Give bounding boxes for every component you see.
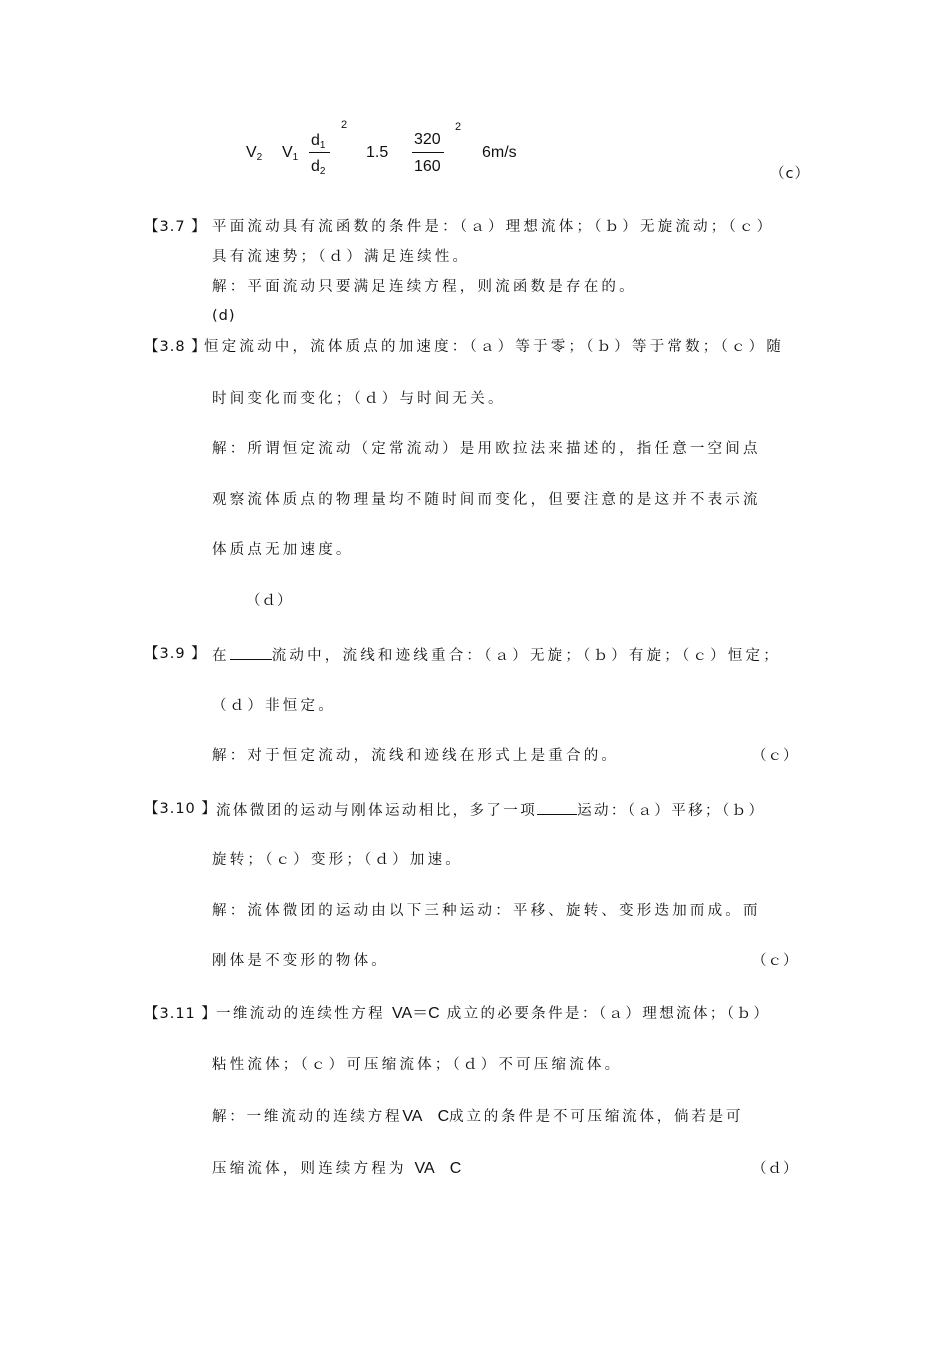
solution-text-line1: 解：流体微团的运动由以下三种运动：平移、旋转、变形迭加而成。而	[212, 903, 761, 919]
formula-exponent-1: 2	[341, 119, 348, 131]
question-text-line1: 一维流动的连续性方程 VA＝C 成立的必要条件是：（ａ）理想流体；（ｂ）	[216, 1005, 771, 1022]
question-text-line2: 具有流速势；（ｄ）满足连续性。	[212, 249, 471, 265]
equation: VA C	[402, 1108, 450, 1125]
answer: （ｃ）	[752, 953, 799, 969]
fill-blank	[537, 800, 577, 815]
formula-frac2-numerator: 320	[414, 131, 441, 148]
equation: VA＝C	[392, 1005, 440, 1022]
question-text-line2: （ｄ）非恒定。	[212, 698, 336, 714]
solution-text-line1: 解：所谓恒定流动（定常流动）是用欧拉法来描述的，指任意一空间点	[212, 441, 761, 457]
formula-exponent-2: 2	[455, 121, 462, 133]
answer: （ｄ）	[246, 593, 293, 609]
question-text-line2: 粘性流体；（ｃ）可压缩流体；（ｄ）不可压缩流体。	[212, 1057, 623, 1073]
question-text-line2: 时间变化而变化；（ｄ）与时间无关。	[212, 391, 506, 407]
solution-text-line2: 观察流体质点的物理量均不随时间而变化，但要注意的是这并不表示流	[212, 492, 761, 508]
question-text-line2: 旋转；（ｃ）变形；（ｄ）加速。	[212, 852, 463, 868]
solution-text-line2: 压缩流体，则连续方程为 VA C	[212, 1160, 462, 1177]
equation: VA C	[414, 1160, 462, 1177]
solution-text: 解：对于恒定流动，流线和迹线在形式上是重合的。	[212, 748, 620, 764]
formula-result: 6m/s	[482, 144, 517, 161]
question-label: 【3.9 】	[144, 646, 207, 662]
question-label: 【3.8 】	[144, 339, 207, 355]
solution-text-line1: 解：一维流动的连续方程VA C成立的条件是不可压缩流体，倘若是可	[212, 1108, 744, 1125]
formula-frac1-numerator: $d_1$	[311, 132, 326, 151]
question-text-line1: 恒定流动中，流体质点的加速度：（ａ）等于零；（ｂ）等于常数；（ｃ）随	[204, 339, 785, 355]
formula-frac1-denominator: $d_2$	[311, 158, 326, 177]
formula-v1: $V_1$	[282, 144, 299, 163]
formula-frac2-bar	[412, 152, 444, 153]
question-label: 【3.7 】	[144, 219, 207, 235]
fill-blank	[230, 645, 272, 660]
formula-v2: $V_2$	[246, 144, 263, 163]
question-label: 【3.11 】	[144, 1006, 217, 1022]
answer: (d)	[212, 308, 236, 324]
question-text-line1: 在 流动中，流线和迹线重合：（ａ）无旋；（ｂ）有旋；（ｃ）恒定；	[212, 645, 781, 665]
solution-text-line3: 体质点无加速度。	[212, 542, 354, 558]
formula-frac1-bar	[309, 152, 330, 153]
answer: （ｄ）	[752, 1161, 799, 1177]
question-label: 【3.10 】	[144, 801, 217, 817]
formula-frac2-denominator: 160	[414, 158, 441, 175]
solution-text-line2: 刚体是不变形的物体。	[212, 953, 389, 969]
solution-text: 解：平面流动只要满足连续方程，则流函数是存在的。	[212, 279, 637, 295]
answer: （ｃ）	[752, 748, 799, 764]
formula-answer: （c）	[770, 166, 810, 182]
question-text-line1: 平面流动具有流函数的条件是：（ａ）理想流体；（ｂ）无旋流动；（ｃ）	[212, 219, 775, 235]
formula-multiplier: 1.5	[366, 144, 389, 161]
question-text-line1: 流体微团的运动与刚体运动相比，多了一项 运动：（ａ）平移；（ｂ）	[216, 800, 765, 820]
